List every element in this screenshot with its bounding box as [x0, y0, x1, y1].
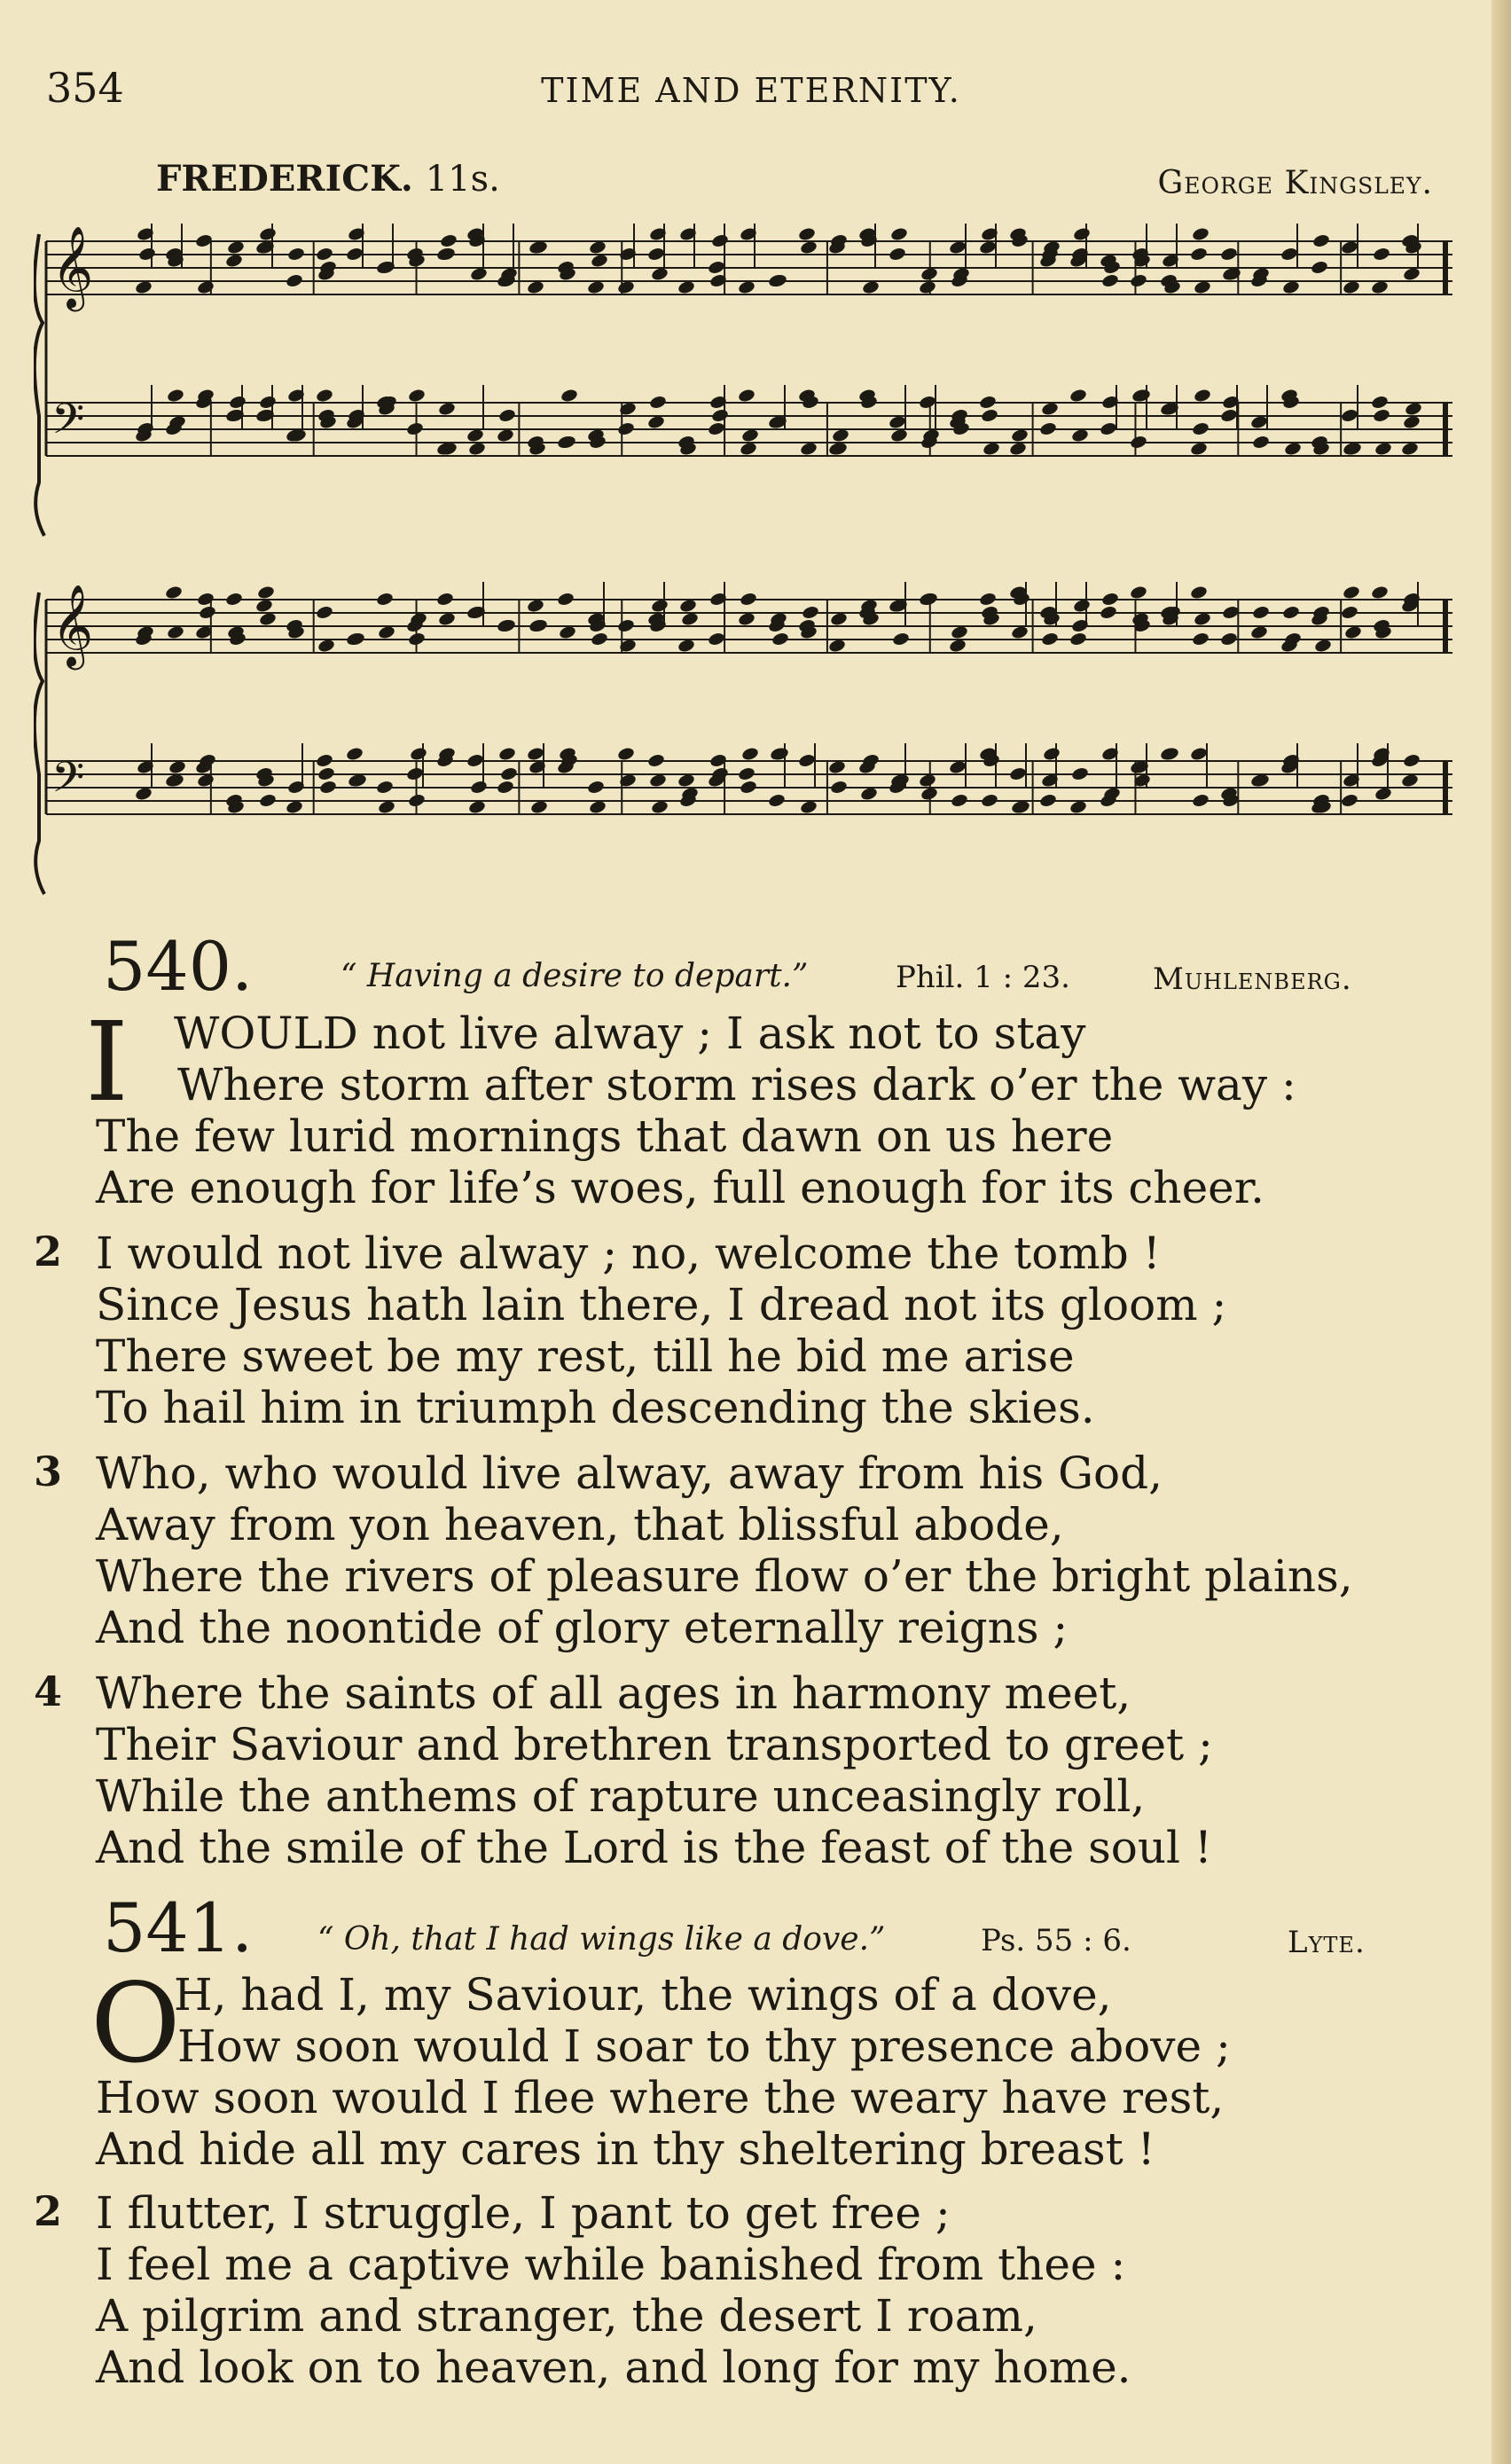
verse-line: And look on to heaven, and long for my home. [96, 2342, 1131, 2393]
note-head [1370, 395, 1389, 410]
note-head [286, 247, 305, 262]
note-head [769, 273, 787, 288]
note-head [1340, 408, 1358, 423]
music-system-1 [34, 216, 1470, 545]
note-head [771, 746, 789, 761]
note-head [526, 746, 544, 761]
note-head [556, 592, 575, 607]
note-head [1342, 585, 1360, 600]
note-head [740, 746, 759, 761]
verse-line: A pilgrim and stranger, the desert I roam, [96, 2290, 1037, 2342]
note-head [1189, 746, 1208, 761]
note-head [801, 605, 819, 620]
verse-line: Where the saints of all ages in harmony meet, [96, 1668, 1131, 1719]
note-head [317, 766, 335, 781]
verse-line: And the smile of the Lord is the feast of the soul ! [96, 1822, 1213, 1873]
note-head [196, 592, 215, 607]
note-head [437, 247, 456, 262]
tune-meter: 11s. [425, 159, 500, 200]
note-head [315, 388, 333, 403]
note-head [950, 793, 968, 808]
note-head [558, 435, 576, 450]
note-head [1193, 388, 1211, 403]
note-head [258, 226, 277, 241]
note-head [345, 247, 364, 262]
tune-composer: George Kingsley. [1157, 165, 1433, 201]
music-notation-1 [34, 216, 1470, 545]
verse-line: I flutter, I struggle, I pant to get free ; [96, 2187, 951, 2239]
note-head [1281, 605, 1300, 620]
note-head [1372, 408, 1390, 423]
running-title: TIME AND ETERNITY. [541, 71, 961, 110]
note-head [771, 632, 789, 647]
system-brace [35, 234, 44, 536]
note-head [258, 793, 277, 808]
note-head [1161, 746, 1179, 761]
note-head [407, 793, 426, 808]
note-head [256, 585, 275, 600]
music-notation-2 [34, 575, 1470, 903]
treble-clef-icon: 𝄞 [51, 225, 94, 308]
note-head [497, 746, 516, 761]
note-head [315, 247, 333, 262]
note-head [707, 632, 725, 647]
verse-line: There sweet be my rest, till he bid me arise [96, 1330, 1075, 1382]
page-number: 354 [46, 64, 124, 112]
note-head [407, 632, 426, 647]
note-head [1100, 273, 1119, 288]
note-head [1038, 793, 1057, 808]
note-head [1402, 753, 1421, 768]
note-head [318, 780, 337, 795]
note-head [648, 395, 667, 410]
verse-line: While the anthems of rapture unceasingly roll, [96, 1770, 1146, 1822]
verse-line: Where the rivers of pleasure flow o’er the bright plains, [96, 1550, 1353, 1602]
note-head [1099, 421, 1117, 436]
bass-clef-icon: 𝄢 [51, 394, 85, 454]
note-head [980, 793, 998, 808]
stanza-number: 2 [34, 2187, 63, 2235]
note-head [1191, 793, 1210, 808]
note-head [797, 753, 816, 768]
note-head [739, 780, 757, 795]
note-head [345, 746, 364, 761]
note-head [1251, 435, 1270, 450]
note-head [829, 780, 848, 795]
hymn-epigraph: “ Oh, that I had wings like a dove.” [317, 1921, 886, 1958]
note-head [1129, 585, 1147, 600]
note-head [1219, 247, 1238, 262]
note-head [616, 421, 635, 436]
note-head [646, 247, 665, 262]
note-head [137, 247, 156, 262]
verse-line: H, had I, my Saviour, the wings of a dove, [174, 1969, 1112, 2021]
note-head [166, 388, 184, 403]
note-head [1129, 435, 1147, 450]
note-head [737, 388, 756, 403]
note-head [224, 592, 243, 607]
note-head [767, 793, 786, 808]
note-head [285, 273, 303, 288]
note-head [616, 618, 635, 633]
hymn-epigraph: “ Having a desire to depart.” [341, 958, 809, 994]
running-head [46, 64, 1456, 117]
verse-line: I feel me a captive while banished from thee : [96, 2239, 1126, 2290]
hymn-number: 540. [103, 927, 254, 1006]
note-head [1219, 408, 1238, 423]
verse-line: Their Saviour and brethren transported to greet ; [96, 1719, 1213, 1770]
stanza-number: 2 [34, 1228, 63, 1275]
note-head [1280, 247, 1298, 262]
note-head [1100, 592, 1119, 607]
music-system-2 [34, 575, 1470, 903]
note-head [1129, 273, 1147, 288]
verse-line: How soon would I flee where the weary have rest, [96, 2072, 1225, 2123]
note-head [707, 421, 725, 436]
verse-line: And hide all my cares in thy sheltering breast ! [96, 2123, 1155, 2175]
note-head [1072, 226, 1091, 241]
tune-name: FREDERICK. [156, 158, 413, 200]
note-head [978, 592, 997, 607]
note-head [710, 233, 729, 248]
note-head [435, 592, 454, 607]
treble-clef-icon: 𝄞 [51, 584, 94, 666]
verse-line: I would not live alway ; no, welcome the tomb ! [96, 1228, 1161, 1279]
note-head [646, 753, 665, 768]
note-head [198, 605, 216, 620]
note-head [1189, 585, 1208, 600]
scripture-reference: Ps. 55 : 6. [981, 1923, 1131, 1958]
note-head [739, 592, 757, 607]
note-head [1191, 421, 1210, 436]
hymn-author: Muhlenberg. [1153, 961, 1352, 997]
note-head [1191, 632, 1210, 647]
note-head [737, 766, 756, 781]
note-head [405, 421, 424, 436]
stanza-2 [34, 1228, 1444, 1433]
note-head [1219, 632, 1238, 647]
stanza-1 [90, 1960, 1444, 2175]
note-head [1042, 746, 1061, 761]
note-head [1311, 233, 1330, 248]
note-head [499, 766, 518, 781]
note-head [258, 395, 277, 410]
tune-heading [156, 158, 1433, 206]
note-head [497, 408, 516, 423]
note-head [405, 766, 424, 781]
system-brace [35, 592, 44, 894]
stanza-4 [34, 1668, 1444, 1873]
note-head [409, 746, 427, 761]
note-head [497, 618, 516, 633]
note-head [590, 632, 608, 647]
note-head [469, 780, 488, 795]
drop-cap: O [90, 1960, 181, 2088]
verse-line: Are enough for life’s woes, full enough for its cheer. [96, 1162, 1265, 1213]
note-head [918, 395, 936, 410]
note-head [164, 585, 183, 600]
note-head [1251, 605, 1270, 620]
verse-line: To hail him in triumph descending the skies. [96, 1382, 1095, 1433]
note-head [889, 226, 908, 241]
note-head [1370, 585, 1389, 600]
bass-clef-icon: 𝄢 [51, 752, 85, 812]
stanza-number: 4 [34, 1668, 63, 1715]
note-head [347, 632, 365, 647]
note-head [1340, 605, 1358, 620]
verse-line: How soon would I soar to thy presence above ; [177, 2021, 1231, 2072]
note-head [891, 632, 910, 647]
note-head [1008, 766, 1027, 781]
note-head [1191, 226, 1210, 241]
note-head [586, 780, 605, 795]
note-head [439, 233, 458, 248]
note-head [315, 605, 333, 620]
note-head [1132, 388, 1151, 403]
verse-line: Since Jesus hath lain there, I dread not its gloom ; [96, 1279, 1227, 1330]
note-head [920, 592, 938, 607]
stanza-1 [85, 999, 1444, 1213]
hymn-author: Lyte. [1288, 1925, 1366, 1960]
note-head [616, 746, 635, 761]
note-head [980, 408, 998, 423]
stanza-2 [34, 2187, 1444, 2393]
note-head [529, 618, 548, 633]
page-edge [1491, 0, 1511, 2464]
note-head [228, 395, 247, 410]
tune-name-group [156, 158, 500, 200]
note-head [1189, 247, 1208, 262]
stanza-3 [34, 1448, 1444, 1653]
note-head [797, 226, 816, 241]
note-head [560, 388, 578, 403]
note-head [375, 780, 394, 795]
note-head [1340, 793, 1358, 808]
note-head [1069, 632, 1087, 647]
verse-line: WOULD not live alway ; I ask not to stay [174, 1008, 1086, 1059]
verse-line: Where storm after storm rises dark o’er the way : [177, 1059, 1296, 1110]
note-head [1310, 260, 1328, 275]
verse-line: And the noontide of glory eternally reigns ; [96, 1602, 1069, 1653]
note-head [375, 592, 394, 607]
note-head [978, 395, 997, 410]
hymn-number: 541. [103, 1888, 254, 1967]
note-head [888, 247, 906, 262]
note-head [707, 260, 725, 275]
verse-line: The few lurid mornings that dawn on us here [96, 1110, 1114, 1162]
verse-line: Away from yon heaven, that blissful abode, [96, 1499, 1064, 1550]
note-head [1040, 632, 1059, 647]
stanza-number: 3 [34, 1448, 63, 1495]
note-head [710, 408, 729, 423]
note-head [1038, 421, 1057, 436]
note-head [315, 753, 333, 768]
note-head [496, 780, 514, 795]
note-head [466, 753, 484, 768]
scripture-reference: Phil. 1 : 23. [896, 960, 1070, 995]
note-head [1070, 766, 1089, 781]
drop-cap: I [85, 999, 129, 1126]
note-head [1099, 605, 1117, 620]
note-head [407, 388, 426, 403]
verse-line: Who, who would live alway, away from his God, [96, 1448, 1163, 1499]
note-head [1372, 247, 1390, 262]
note-head [1069, 388, 1087, 403]
